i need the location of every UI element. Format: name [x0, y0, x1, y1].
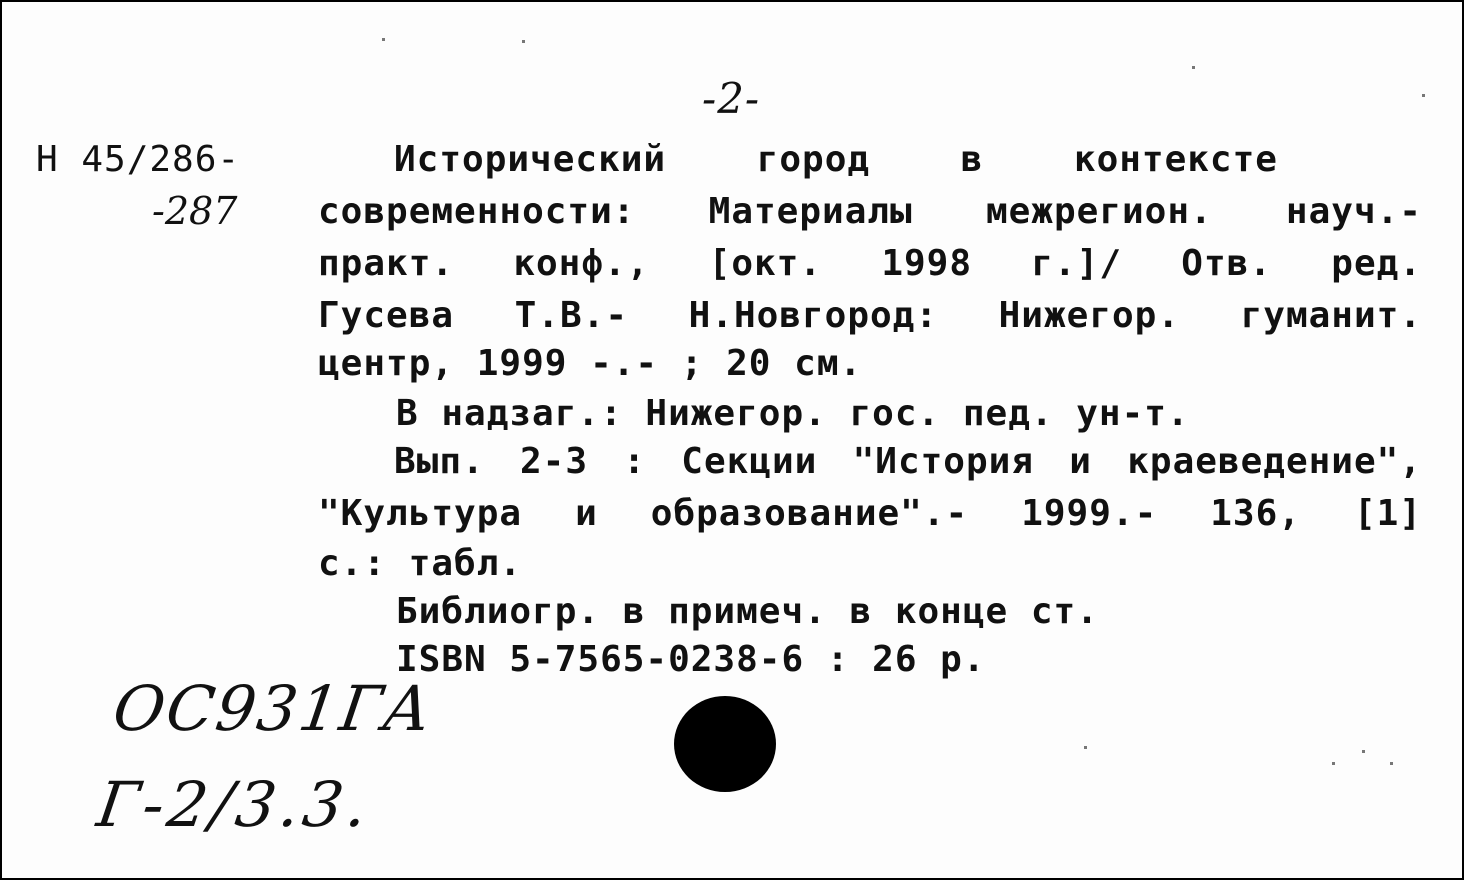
vyp-word: :	[623, 441, 646, 482]
body-line-3	[318, 295, 1422, 336]
body-line-2	[318, 243, 1422, 284]
scan-speck	[382, 38, 385, 41]
vyp-word: 136,	[1210, 493, 1301, 534]
body-line-1	[318, 191, 1422, 232]
body-word: современности:	[318, 191, 636, 232]
vyp-word: краеведение",	[1127, 441, 1422, 482]
scan-speck	[1422, 94, 1425, 97]
body-word: Т.В.-	[514, 295, 629, 336]
vyp-word: и	[1069, 441, 1092, 482]
body-word: Нижегор.	[998, 295, 1181, 336]
vyp-line-1	[394, 441, 1422, 482]
title-word: город	[756, 139, 871, 180]
vyp-line-3: с.: табл.	[318, 543, 523, 584]
handwritten-code-line-1: ОС931ГА	[108, 672, 438, 745]
body-word: гуманит.	[1240, 295, 1422, 336]
title-word: контексте	[1073, 139, 1278, 180]
body-word: [окт.	[708, 243, 823, 284]
vyp-word: и	[575, 493, 598, 534]
nadzag-line: В надзаг.: Нижегор. гос. пед. ун-т.	[396, 393, 1190, 434]
body-word: 1998	[881, 243, 973, 284]
shelfmark-line-2: -287	[152, 189, 238, 233]
page-number: -2-	[702, 74, 761, 123]
vyp-word: 2-3	[519, 441, 589, 482]
scan-speck	[1362, 750, 1365, 753]
punch-hole	[674, 696, 776, 792]
scan-speck	[1332, 762, 1335, 765]
vyp-line-2	[318, 493, 1422, 534]
body-word: межрегион.	[985, 191, 1213, 232]
body-word: г.]/	[1031, 243, 1122, 284]
vyp-word: Вып.	[394, 441, 485, 482]
vyp-word: Секции	[681, 441, 818, 482]
body-word: Н.Новгород:	[688, 295, 939, 336]
bibliogr-line: Библиогр. в примеч. в конце ст.	[396, 591, 1099, 632]
title-word: Исторический	[394, 139, 667, 180]
body-word: науч.-	[1285, 191, 1422, 232]
vyp-word: [1]	[1353, 493, 1422, 534]
body-word: конф.,	[513, 243, 650, 284]
body-word: ред.	[1331, 243, 1422, 284]
body-word: Материалы	[708, 191, 913, 232]
body-word: практ.	[318, 243, 455, 284]
scan-speck	[1390, 762, 1393, 765]
vyp-word: образование".-	[650, 493, 969, 534]
title-word: в	[960, 139, 984, 180]
isbn-line: ISBN 5-7565-0238-6 : 26 р.	[396, 639, 986, 680]
scan-speck	[522, 40, 525, 43]
handwritten-code-line-2: Г-2/3.3.	[92, 768, 376, 841]
vyp-word: 1999.-	[1021, 493, 1158, 534]
title-line	[394, 139, 1278, 180]
shelfmark-line-1: Н 45/286-	[36, 139, 241, 180]
vyp-word: "Культура	[318, 493, 523, 534]
body-word: Гусева	[318, 295, 455, 336]
body-line-4: центр, 1999 -.- ; 20 см.	[318, 343, 863, 384]
scan-speck	[1192, 66, 1195, 69]
vyp-word: "История	[852, 441, 1034, 482]
body-word: Отв.	[1181, 243, 1272, 284]
scan-speck	[1084, 746, 1087, 749]
